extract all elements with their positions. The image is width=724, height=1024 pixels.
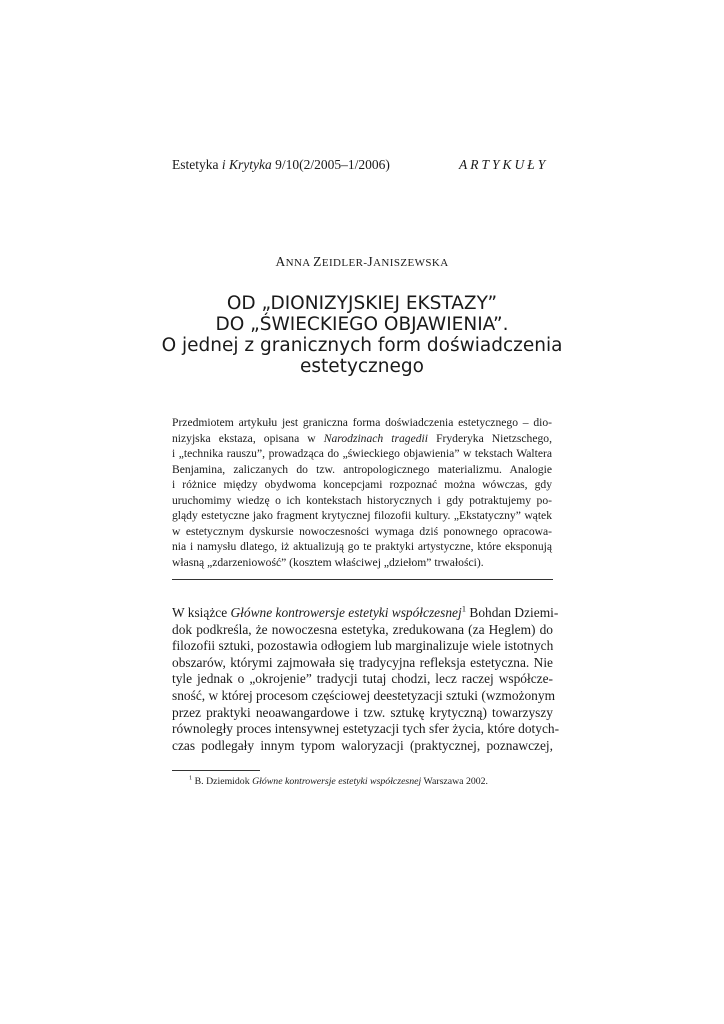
abstract-line: nizyjska ekstaza, opisana w Narodzinach tragedii Fryderyka Nietzschego, — [172, 431, 552, 445]
abstract-line: w estetycznym dyskursie nowoczesności wymaga dziś ponownego opracowa- — [172, 524, 552, 538]
body-line: obszarów, którymi zajmowała się tradycyjna refleksja estetyczna. Nie — [172, 654, 553, 670]
title-line: DO „ŚWIECKIEGO OBJAWIENIA”. — [215, 314, 509, 335]
abstract-line: nia i namysłu dlatego, iż aktualizują go te praktyki artystyczne, które eksponują — [172, 540, 552, 553]
body-text — [172, 603, 560, 754]
abstract-line: Przedmiotem artykułu jest graniczna forma doświadczenia estetycznego – dio- — [172, 416, 552, 429]
title-line: estetycznego — [300, 356, 424, 377]
journal-name-italic: i Krytyka — [221, 157, 272, 172]
abstract-line: i różnice między obydwoma koncepcjami rozpoznać można wówczas, gdy — [172, 478, 552, 491]
body-line: W książce Główne kontrowersje estetyki współczesnej$^1$ Bohdan Dziemi- — [172, 603, 559, 620]
journal-name: Estetyka — [172, 157, 222, 172]
abstract-line: Benjamina, zaliczanych do tzw. antropologicznego materializmu. Analogie — [172, 462, 552, 476]
book-title: Główne kontrowersje estetyki współczesnej — [252, 776, 422, 787]
abstract-line: i „technika rauszu”, prowadząca do „świeckiego objawienia” w tekstach Waltera — [172, 447, 552, 460]
title-line: O jednej z granicznych form doświadczenia — [161, 335, 563, 356]
body-line: sność, w której procesom częściowej deestetyzacji sztuki (wzmożonym — [172, 687, 555, 703]
abstract-line: glądy estetyczne jako fragment krytycznej filozofii kultury. „Ekstatyczny” wątek — [172, 509, 552, 522]
body-line: tyle jednak o „okrojenie” tradycji tutaj chodzi, lecz raczej współcze- — [172, 671, 553, 687]
book-title: Główne kontrowersje estetyki współczesnej — [230, 605, 462, 620]
footnote-divider — [172, 770, 260, 771]
journal-issue: 9/10(2/2005–1/2006) — [271, 157, 390, 172]
body-line: filozofii sztuki, pozostawia odłogiem lub marginalizuje wiele istotnych — [172, 638, 554, 654]
body-line: dok podkreśla, że nowoczesna estetyka, zredukowana (za Heglem) do — [172, 621, 553, 637]
abstract — [172, 415, 552, 570]
author-name: ANNA ZEIDLER-JANISZEWSKA — [275, 254, 449, 269]
footnote-ref: 1 — [461, 603, 467, 614]
abstract-divider — [172, 579, 553, 580]
journal-header — [172, 157, 390, 173]
body-line: przez praktyki neoawangardowe i tzw. sztukę krytyczną) towarzyszy — [172, 704, 553, 720]
abstract-line: własną „zdarzeniowość” (kosztem właściwej „dziełom” trwałości). — [172, 555, 484, 569]
section-label: ARTYKUŁY — [459, 157, 549, 172]
abstract-line: uruchomimy wiedzę o ich kontekstach historycznych i gdy potraktujemy po- — [172, 493, 552, 507]
article-title — [150, 293, 574, 377]
footnote-number: 1 — [189, 774, 193, 782]
body-line: czas podlegały innym typom waloryzacji (praktycznej, poznawczej, — [172, 737, 553, 753]
book-title: Narodzinach tragedii — [323, 431, 428, 445]
body-line: równoległy proces intensywnej estetyzacji tych sfer życia, które dotych- — [172, 721, 560, 737]
footnote: $^1$ B. Dziemidok Główne kontrowersje estetyki współczesnej Warszawa 2002. — [189, 774, 488, 787]
title-line: OD „DIONIZYJSKIEJ EKSTAZY” — [226, 293, 498, 314]
